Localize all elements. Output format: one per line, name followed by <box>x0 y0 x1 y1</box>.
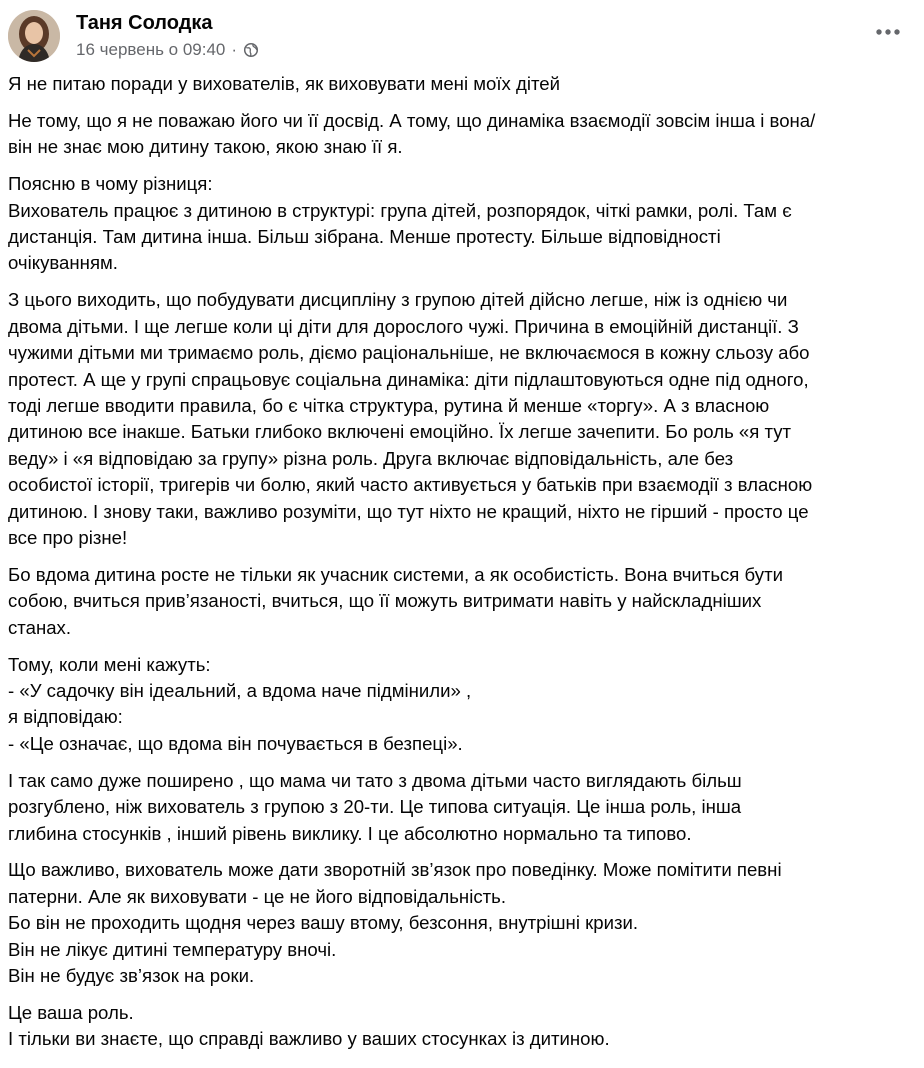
post-paragraph <box>8 171 908 277</box>
post-meta <box>76 39 259 61</box>
post-text-line: Що важливо, вихователь може дати зворотній зв’язок про поведінку. Може помітити певні <box>8 859 782 881</box>
post-text-line: Поясню в чому різниця: <box>8 173 213 195</box>
post-text-line: І тільки ви знаєте, що справді важливо у ваших стосунках із дитиною. <box>8 1028 610 1050</box>
post-text-line: Я не питаю поради у вихователів, як виховувати мені моїх дітей <box>8 73 561 94</box>
post-text-line: Не тому, що я не поважаю його чи її досвід. А тому, що динаміка взаємодії зовсім інша і вона/ <box>8 109 816 131</box>
post-text-line: І так само дуже поширено , що мама чи тато з двома дітьми часто виглядають більш <box>8 769 742 791</box>
post-text-line: Вихователь працює з дитиною в структурі: група дітей, розпорядок, чіткі рамки, ролі. Там є <box>8 199 792 221</box>
post-text-line: протест. А ще у групі спрацьовує соціальна динаміка: діти підлаштовуються одне під одного, <box>8 368 809 390</box>
post-text-line: - «Це означає, що вдома він почувається в безпеці». <box>8 732 463 754</box>
post-text-line: З цього виходить, що побудувати дисципліну з групою дітей дійсно легше, ніж із однією чи <box>8 289 788 311</box>
post-paragraph <box>8 562 908 641</box>
globe-icon[interactable] <box>243 42 259 58</box>
post-text-line: чужими дітьми ми тримаємо роль, діємо раціональніше, не включаємося в кожну сльозу або <box>8 342 810 364</box>
post-text-line: дитиною все інакше. Батьки глибоко включені емоційно. Їх легше зачепити. Бо роль «я тут <box>8 421 792 443</box>
post-text-line: дитиною. І знову таки, важливо розуміти, що тут ніхто не кращий, ніхто не гірший - просто це <box>8 500 809 522</box>
post-text-line: особистої історії, тригерів чи болю, який часто активується у батьків при взаємодії з власною <box>8 474 813 496</box>
post-text-line: дистанція. Там дитина інша. Більш зібрана. Менше протесту. Більше відповідності <box>8 226 721 248</box>
post-paragraph <box>8 1000 908 1053</box>
post-text-line: Він не лікує дитині температуру вночі. <box>8 938 337 960</box>
avatar-photo <box>8 10 60 62</box>
post-text <box>8 71 908 1063</box>
post-text-line: глибина стосунків , інший рівень виклику. І це абсолютно нормально та типово. <box>8 822 692 844</box>
post-text-line: Тому, коли мені кажуть: <box>8 653 211 675</box>
post-text-line: тоді легше вводити правила, бо є чітка структура, рутина й менше «торгу». А з власною <box>8 394 770 416</box>
post-text-line: Бо він не проходить щодня через вашу втому, безсоння, внутрішні кризи. <box>8 912 639 934</box>
post-text-line: Бо вдома дитина росте не тільки як учасник системи, а як особистість. Вона вчиться бути <box>8 563 783 585</box>
timestamp-link[interactable]: 16 червень о 09:40 <box>76 40 226 59</box>
post-paragraph <box>8 108 908 161</box>
avatar[interactable] <box>8 10 60 62</box>
post-text-line: веду» і «я відповідаю за групу» різна роль. Друга включає відповідальність, але без <box>8 447 734 469</box>
post-text-line: все про різне! <box>8 527 128 548</box>
post-text-line: Це ваша роль. <box>8 1002 134 1023</box>
post-text-line: патерни. Але як виховувати - це не його відповідальність. <box>8 885 506 907</box>
post-text-line: двома дітьми. І ще легше коли ці діти для дорослого чужі. Причина в емоційній дистанції. З <box>8 315 799 337</box>
more-horizontal-icon <box>874 28 902 36</box>
post-paragraph <box>8 287 908 551</box>
post-text-line: очікуванням. <box>8 252 118 274</box>
post-text-line: Він не будує зв’язок на роки. <box>8 965 255 987</box>
post-text-line: станах. <box>8 616 72 638</box>
post-text-line: я відповідаю: <box>8 706 123 728</box>
post-paragraph <box>8 768 908 847</box>
author-name[interactable]: Таня Солодка <box>76 12 213 34</box>
post-header <box>8 8 910 66</box>
post-text-line: він не знає мою дитину такою, якою знаю її я. <box>8 136 403 158</box>
meta-separator: · <box>231 40 238 59</box>
post-paragraph <box>8 857 908 989</box>
post-paragraph <box>8 652 908 758</box>
more-options-button[interactable] <box>870 20 906 44</box>
post-text-line: - «У садочку він ідеальний, а вдома наче підмінили» , <box>8 680 472 702</box>
post-text-line: розгублено, ніж вихователь з групою з 20-ти. Це типова ситуація. Це інша роль, інша <box>8 796 742 818</box>
post-text-line: собою, вчиться прив’язаності, вчиться, що її можуть витримати навіть у найскладніших <box>8 590 762 612</box>
post-paragraph <box>8 71 908 97</box>
